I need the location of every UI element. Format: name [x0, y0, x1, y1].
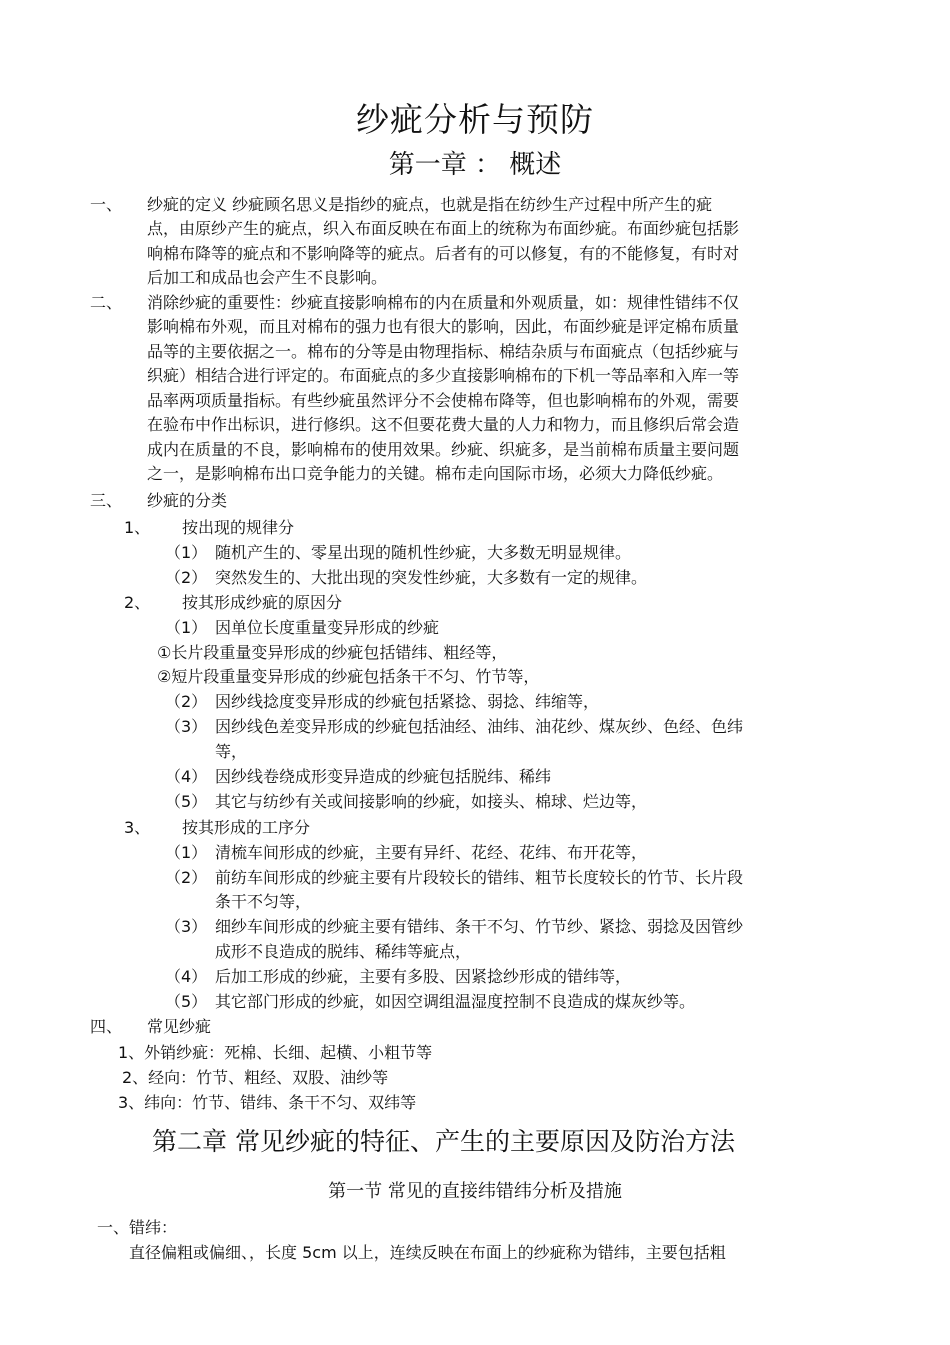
- paragraph-line: 消除纱疵的重要性：纱疵直接影响棉布的内在质量和外观质量，如：规律性错纬不仅: [147, 293, 740, 312]
- item-number: （1）: [165, 843, 208, 862]
- paragraph-line: 响棉布降等的疵点和不影响降等的疵点。后者有的可以修复，有的不能修复，有时对: [147, 244, 740, 263]
- section-2-number: 二、: [90, 293, 123, 312]
- item-number: （1）: [165, 618, 208, 637]
- item-number: （2）: [165, 868, 208, 887]
- section-4-number: 四、: [90, 1017, 123, 1036]
- subsection-number: 2、: [124, 593, 151, 612]
- subsection-number: 3、: [124, 818, 151, 837]
- item-number: （3）: [165, 917, 208, 936]
- sub-item-text: ①长片段重量变异形成的纱疵包括错纬、粗经等，: [157, 643, 508, 662]
- item-text: 突然发生的、大批出现的突发性纱疵，大多数有一定的规律。: [215, 568, 648, 587]
- paragraph-line: 直径偏粗或偏细、，长度 5cm 以上，连续反映在布面上的纱疵称为错纬，主要包括粗: [129, 1243, 726, 1262]
- list-item: 1、外销纱疵：死棉、长细、起横、小粗节等: [118, 1043, 433, 1062]
- section-3-label: 纱疵的分类: [147, 491, 228, 510]
- paragraph-line: 品等的主要依据之一。棉布的分等是由物理指标、棉结杂质与布面疵点（包括纱疵与: [147, 342, 740, 361]
- paragraph-line: 织疵）相结合进行评定的。布面疵点的多少直接影响棉布的下机一等品率和入库一等: [147, 366, 740, 385]
- subsection-label: 按出现的规律分: [182, 518, 295, 537]
- item-text: 后加工形成的纱疵，主要有多股、因紧捻纱形成的错纬等，: [215, 967, 632, 986]
- item-text: 细纱车间形成的纱疵主要有错纬、条干不匀、竹节纱、紧捻、弱捻及因管纱: [215, 917, 744, 936]
- list-item: 3、纬向：竹节、错纬、条干不匀、双纬等: [118, 1093, 417, 1112]
- paragraph-line: 点，由原纱产生的疵点，织入布面反映在布面上的统称为布面纱疵。布面纱疵包括影: [147, 219, 740, 238]
- item-text-continued: 成形不良造成的脱纬、稀纬等疵点，: [215, 942, 472, 961]
- paragraph-line: 在验布中作出标识，进行修织。这不但要花费大量的人力和物力，而且修织后常会造: [147, 415, 740, 434]
- item-text: 因纱线色差变异形成的纱疵包括油经、油纬、油花纱、煤灰纱、色经、色纬: [215, 717, 744, 736]
- item-number: （2）: [165, 692, 208, 711]
- item-number: （4）: [165, 767, 208, 786]
- paragraph-line: 纱疵的定义 纱疵顾名思义是指纱的疵点，也就是指在纺纱生产过程中所产生的疵: [147, 195, 713, 214]
- section-1-number: 一、: [90, 195, 123, 214]
- subsection-label: 按其形成的工序分: [182, 818, 311, 837]
- item-text: 因纱线卷绕成形变异造成的纱疵包括脱纬、稀纬: [215, 767, 552, 786]
- item-number: （4）: [165, 967, 208, 986]
- section-1-heading: 第一节 常见的直接纬错纬分析及措施: [328, 1181, 622, 1202]
- paragraph-line: 后加工和成品也会产生不良影响。: [147, 268, 388, 287]
- item-text: 前纺车间形成的纱疵主要有片段较长的错纬、粗节长度较长的竹节、长片段: [215, 868, 744, 887]
- list-item: 2、经向：竹节、粗经、双股、油纱等: [122, 1068, 389, 1087]
- sub-item-text: ②短片段重量变异形成的纱疵包括条干不匀、竹节等，: [157, 667, 540, 686]
- document-title: 纱疵分析与预防: [356, 100, 594, 139]
- cuowei-heading: 一、错纬：: [97, 1218, 178, 1237]
- item-text: 因纱线捻度变异形成的纱疵包括紧捻、弱捻、纬缩等，: [215, 692, 600, 711]
- item-text: 其它与纺纱有关或间接影响的纱疵，如接头、棉球、烂边等，: [215, 792, 648, 811]
- chapter-2-heading: 第二章 常见纱疵的特征、产生的主要原因及防治方法: [152, 1127, 735, 1156]
- chapter-1-heading: 第一章 ： 概述: [388, 150, 562, 180]
- paragraph-line: 成内在质量的不良，影响棉布的使用效果。纱疵、织疵多，是当前棉布质量主要问题: [147, 440, 740, 459]
- item-number: （1）: [165, 543, 208, 562]
- item-text: 其它部门形成的纱疵，如因空调组温湿度控制不良造成的煤灰纱等。: [215, 992, 696, 1011]
- subsection-number: 1、: [124, 518, 151, 537]
- item-number: （5）: [165, 992, 208, 1011]
- paragraph-line: 之一，是影响棉布出口竞争能力的关键。棉布走向国际市场，必须大力降低纱疵。: [147, 464, 724, 483]
- item-text: 因单位长度重量变异形成的纱疵: [215, 618, 440, 637]
- item-number: （3）: [165, 717, 208, 736]
- section-3-number: 三、: [90, 491, 123, 510]
- item-text: 随机产生的、零星出现的随机性纱疵，大多数无明显规律。: [215, 543, 632, 562]
- item-number: （2）: [165, 568, 208, 587]
- subsection-label: 按其形成纱疵的原因分: [182, 593, 343, 612]
- section-4-label: 常见纱疵: [147, 1017, 212, 1036]
- paragraph-line: 品率两项质量指标。有些纱疵虽然评分不会使棉布降等，但也影响棉布的外观，需要: [147, 391, 740, 410]
- paragraph-line: 影响棉布外观，而且对棉布的强力也有很大的影响，因此，布面纱疵是评定棉布质量: [147, 317, 740, 336]
- item-text: 清梳车间形成的纱疵，主要有异纤、花经、花纬、布开花等，: [215, 843, 648, 862]
- item-text-continued: 条干不匀等，: [215, 892, 312, 911]
- item-number: （5）: [165, 792, 208, 811]
- item-text-continued: 等，: [215, 742, 248, 761]
